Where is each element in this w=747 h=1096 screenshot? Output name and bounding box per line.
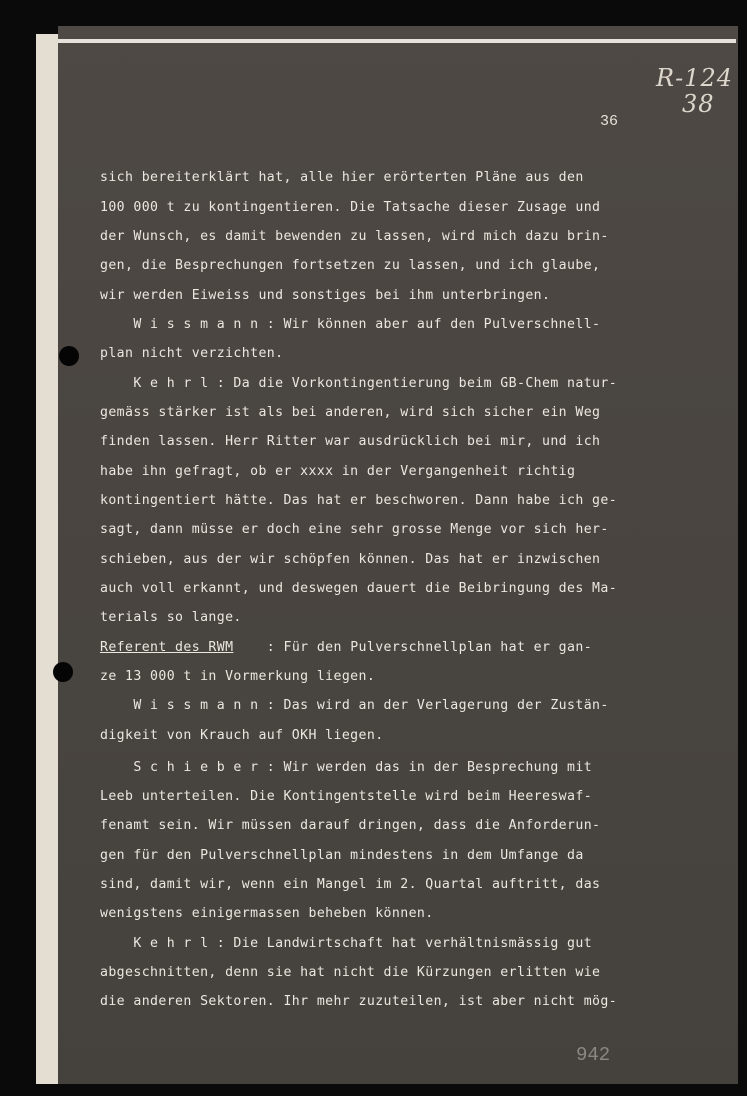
- text-line: K e h r l : Die Landwirtschaft hat verhältnismässig gut: [100, 936, 593, 951]
- text-line: kontingentiert hätte. Das hat er beschworen. Dann habe ich ge-: [100, 493, 618, 508]
- text-line: wir werden Eiweiss und sonstiges bei ihm unterbringen.: [100, 288, 551, 303]
- text-line: der Wunsch, es damit bewenden zu lassen, wird mich dazu brin-: [100, 229, 609, 244]
- text-line: [100, 640, 592, 655]
- speaker-referent: Referent des RWM: [100, 640, 234, 655]
- top-rule: [58, 39, 736, 43]
- punch-hole: [59, 346, 79, 366]
- text-line: K e h r l : Da die Vorkontingentierung beim GB-Chem natur-: [100, 376, 618, 391]
- text-line: S c h i e b e r : Wir werden das in der Besprechung mit: [100, 760, 593, 775]
- handwritten-reference: R-124: [656, 64, 733, 92]
- punch-hole: [53, 662, 73, 682]
- text-line: terials so lange.: [100, 610, 242, 625]
- page-number: 36: [600, 113, 619, 130]
- text-line: habe ihn gefragt, ob er xxxx in der Vergangenheit richtig: [100, 464, 576, 479]
- handwritten-page-mark: 38: [682, 90, 715, 118]
- text-line: die anderen Sektoren. Ihr mehr zuzuteilen, ist aber nicht mög-: [100, 994, 618, 1009]
- text-line: auch voll erkannt, und deswegen dauert die Beibringung des Ma-: [100, 581, 618, 596]
- text-line: 100 000 t zu kontingentieren. Die Tatsache dieser Zusage und: [100, 200, 601, 215]
- text-line: ze 13 000 t in Vormerkung liegen.: [100, 669, 376, 684]
- text-line: gemäss stärker ist als bei anderen, wird sich sicher ein Weg: [100, 405, 601, 420]
- text-line: finden lassen. Herr Ritter war ausdrücklich bei mir, und ich: [100, 434, 601, 449]
- text-line-rest: : Für den Pulverschnellplan hat er gan-: [233, 640, 593, 655]
- text-line: W i s s m a n n : Das wird an der Verlagerung der Zustän-: [100, 698, 609, 713]
- text-line: gen für den Pulverschnellplan mindestens in dem Umfange da: [100, 848, 584, 863]
- text-line: digkeit von Krauch auf OKH liegen.: [100, 728, 384, 743]
- text-line: wenigstens einigermassen beheben können.: [100, 906, 434, 921]
- text-line: sagt, dann müsse er doch eine sehr grosse Menge vor sich her-: [100, 522, 609, 537]
- text-line: gen, die Besprechungen fortsetzen zu lassen, und ich glaube,: [100, 258, 601, 273]
- text-line: sich bereiterklärt hat, alle hier erörterten Pläne aus den: [100, 170, 584, 185]
- text-line: W i s s m a n n : Wir können aber auf den Pulverschnell-: [100, 317, 601, 332]
- text-line: Leeb unterteilen. Die Kontingentstelle wird beim Heereswaf-: [100, 789, 593, 804]
- text-line: fenamt sein. Wir müssen darauf dringen, dass die Anforderun-: [100, 818, 601, 833]
- text-line: abgeschnitten, denn sie hat nicht die Kürzungen erlitten wie: [100, 965, 601, 980]
- footer-page-number: 942: [576, 1044, 611, 1066]
- text-line: sind, damit wir, wenn ein Mangel im 2. Quartal auftritt, das: [100, 877, 601, 892]
- text-line: plan nicht verzichten.: [100, 346, 284, 361]
- text-line: schieben, aus der wir schöpfen können. Das hat er inzwischen: [100, 552, 601, 567]
